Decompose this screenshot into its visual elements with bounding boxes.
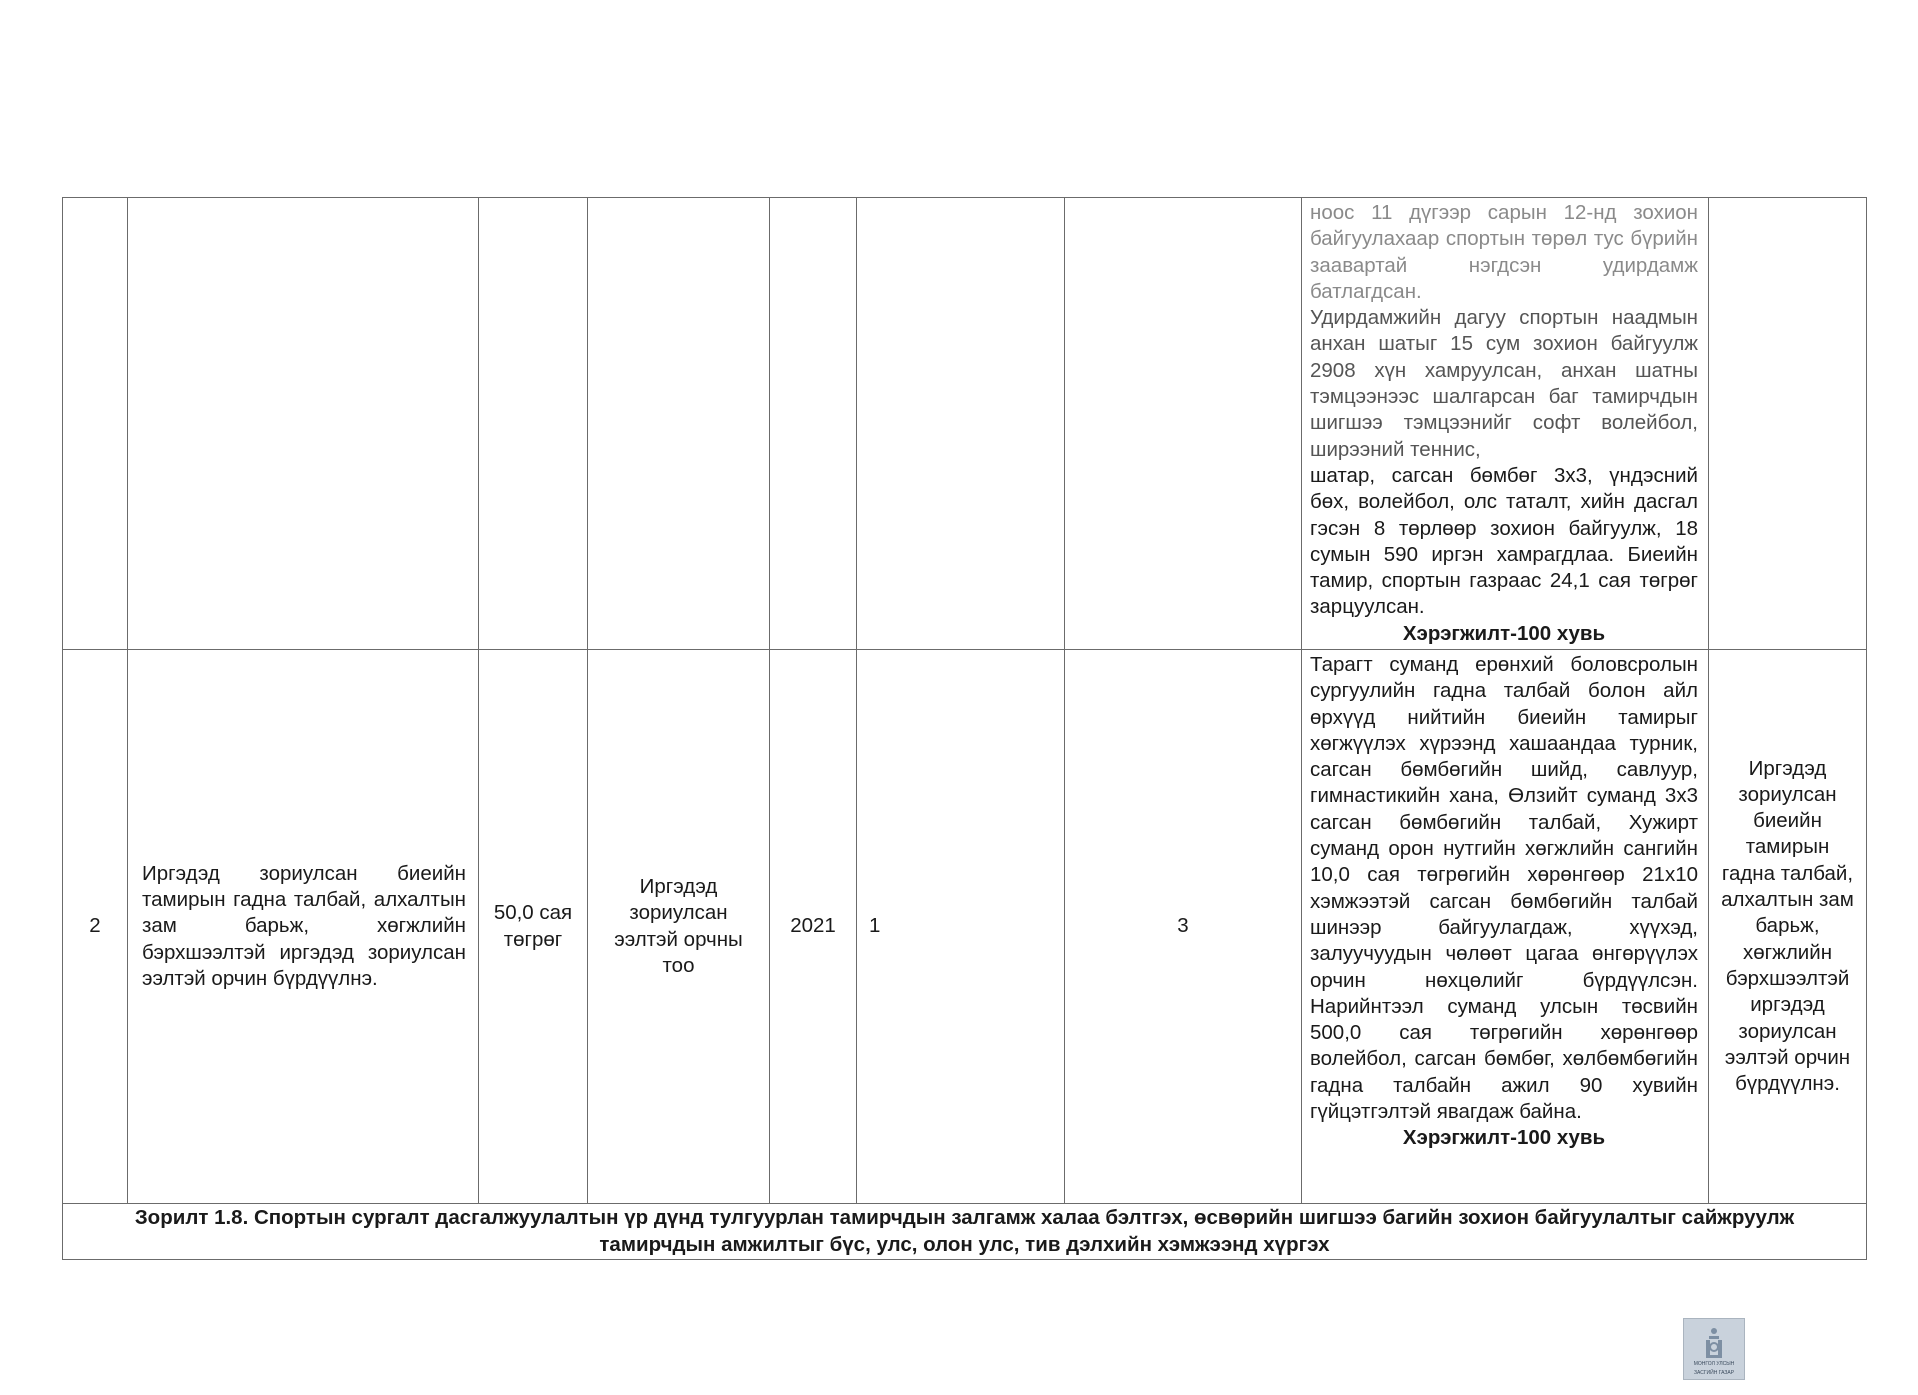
table-row-2 xyxy=(63,650,1867,1204)
report-text-semi: Удирдамжийн дагуу спортын наадмын анхан шатыг 15 сум зохион байгуулж 2908 хүн хамруулсан, анхан шатны тэмцээнээс шалгарсан баг тамирчдын шигшээ тэмцээнийг софт волейбол, ширээний теннис, xyxy=(1310,306,1698,461)
measure-text: Иргэдэд зориулсан биеийн тамирын гадна талбай, алхалтын зам барьж, хөгжлийн бэрхшээлтэй иргэдэд зориулсан ээлтэй орчин бүрдүүлнэ. xyxy=(128,650,479,1204)
report-text-faded: ноос 11 дүгээр сарын 12-нд зохион байгуулахаар спортын төрөл тус бүрийн заавартай нэгдсэн удирдамж батлагдсан. xyxy=(1310,201,1698,303)
cell-indicator xyxy=(588,198,770,650)
cell-year xyxy=(770,198,857,650)
stamp-line-2: ЗАСГИЙН ГАЗАР xyxy=(1693,1370,1735,1376)
cell-result xyxy=(1709,198,1867,650)
cell-budget xyxy=(479,198,588,650)
cell-number xyxy=(63,198,128,650)
completion-label: Хэрэгжилт-100 хувь xyxy=(1402,621,1606,645)
goal-text: Зорилт 1.8. Спортын сургалт дасгалжуулалтын үр дүнд тулгуурлан тамирчдын залгамж халаа бэлтгэх, өсвөрийн шигшээ багийн зохион байгуулалтыг сайжруулж тамирчдын амжилтыг бүс, улс, олон улс, тив дэлхийн хэмжээнд хүргэх xyxy=(63,1204,1867,1260)
table-row-previous xyxy=(63,198,1867,650)
baseline-text: 1 xyxy=(857,650,1065,1204)
government-stamp xyxy=(1683,1318,1745,1380)
report-text-dark: шатар, сагсан бөмбөг 3х3, үндэсний бөх, волейбол, олс таталт, хийн дасгал гэсэн 8 төрлөөр зохион байгуулж, 18 сумын 590 иргэн хамрагдлаа. Биеийн тамир, спортын газраас 24,1 сая төгрөг зарцуулсан. xyxy=(1310,463,1698,619)
cell-report xyxy=(1302,198,1709,650)
report-table xyxy=(62,197,1867,1260)
cell-target xyxy=(1065,198,1302,650)
target-text: 3 xyxy=(1065,650,1302,1204)
budget-text: 50,0 сая төгрөг xyxy=(479,650,588,1204)
report-text: Тарагт суманд ерөнхий боловсролын сургуулийн гадна талбай болон айл өрхүүд нийтийн биеийн тамирыг хөгжүүлэх хүрээнд хашаандаа турник, сагсан бөмбөгийн шийд, савлуур, гимнастикийн хана, Өлзийт суманд 3х3 сагсан бөмбөгийн талбай, Хужирт суманд орон нутгийн хөгжлийн сангийн 10,0 сая төгрөгийн хөрөнгөөр 21х10 хэмжээтэй сагсан бөмбөгийн талбай шинээр байгуулагдаж, хүүхэд, залуучуудын чөлөөт цагаа өнгөрүүлэх орчин нөхцөлийг бүрдүүлсэн. Нарийнтээл суманд улсын төсвийн 500,0 сая төгрөгийн хөрөнгөөр волейбол, сагсан бөмбөг, хөлбөмбөгийн гадна талбайн ажил 90 хувийн гүйцэтгэлтэй явагдаж байна. xyxy=(1310,653,1698,1124)
result-text: Иргэдэд зориулсан биеийн тамирын гадна талбай, алхалтын зам барьж, хөгжлийн бэрхшээлтэй иргэдэд зориулсан ээлтэй орчин бүрдүүлнэ. xyxy=(1709,650,1867,1204)
goal-row xyxy=(63,1204,1867,1260)
cell-measure xyxy=(128,198,479,650)
completion-label: Хэрэгжилт-100 хувь xyxy=(1402,1126,1606,1150)
year-text: 2021 xyxy=(770,650,857,1204)
indicator-text: Иргэдэд зориулсан ээлтэй орчны тоо xyxy=(588,650,770,1204)
cell-report xyxy=(1302,650,1709,1204)
stamp-line-1: МОНГОЛ УЛСЫН xyxy=(1693,1361,1735,1367)
cell-baseline xyxy=(857,198,1065,650)
row-number: 2 xyxy=(63,650,128,1204)
